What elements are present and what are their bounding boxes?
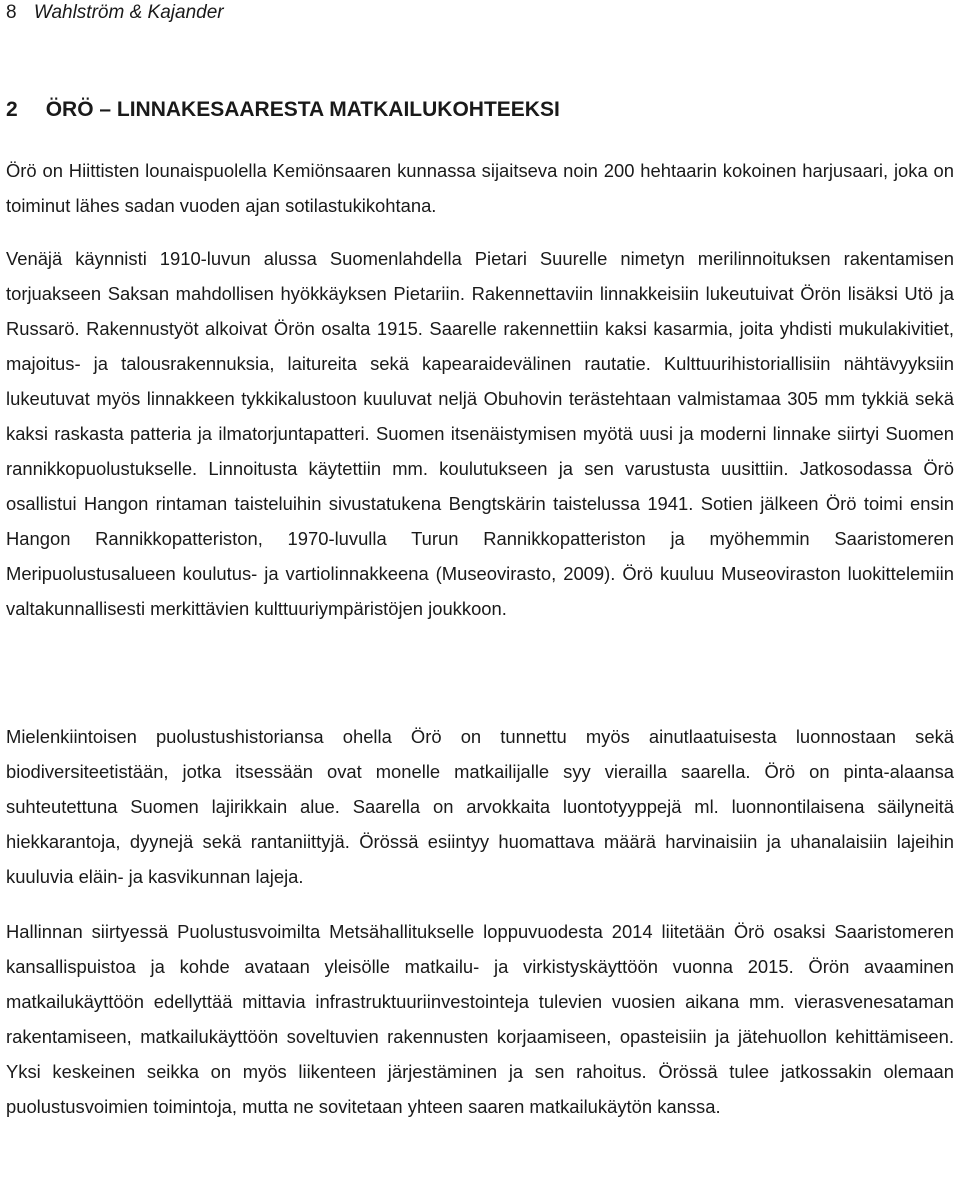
chapter-title: ÖRÖ – LINNAKESAARESTA MATKAILUKOHTEEKSI (45, 98, 560, 121)
paragraph-tourism: Hallinnan siirtyessä Puolustusvoimilta Metsähallitukselle loppuvuodesta 2014 liitetään Örö osaksi Saaristomeren kansallispuistoa ja kohde avataan yleisölle matkailu- ja virkistyskäyttöön vuonna 2015. Örön avaaminen matkailukäyttöön edellyttää mittavia infrastruktuuriinvestointeja tulevien vuosien aikana mm. vierasvenesataman rakentamiseen, matkailukäyttöön soveltuvien rakennusten korjaamiseen, opasteisiin ja jätehuollon kehittämiseen. Yksi keskeinen seikka on myös liikenteen järjestäminen ja sen rahoitus. Örössä tulee jatkossakin olemaan puolustusvoimien toimintoja, mutta ne sovitetaan yhteen saaren matkailukäytön kanssa. (6, 921, 954, 1117)
running-header (6, 1, 224, 25)
paragraph-intro: Örö on Hiittisten lounaispuolella Kemiönsaaren kunnassa sijaitseva noin 200 hehtaarin kokoinen harjusaari, joka on toiminut lähes sadan vuoden ajan sotilastukikohtana. (6, 160, 954, 216)
page-number: 8 (6, 2, 17, 23)
paragraph-history: Venäjä käynnisti 1910-luvun alussa Suomenlahdella Pietari Suurelle nimetyn merilinnoituksen rakentamisen torjuakseen Saksan mahdollisen hyökkäyksen Pietariin. Rakennettaviin linnakkeisiin lukeutuivat Örön lisäksi Utö ja Russarö. Rakennustyöt alkoivat Örön osalta 1915. Saarelle rakennettiin kaksi kasarmia, joita yhdisti mukulakivitiet, majoitus- ja talousrakennuksia, laitureita sekä kapearaidevälinen rautatie. Kulttuurihistoriallisiin nähtävyyksiin lukeutuvat myös linnakkeen tykkikalustoon kuuluvat neljä Obuhovin terästehtaan valmistamaa 305 mm tykkiä sekä kaksi raskasta patteria ja ilmatorjuntapatteri. Suomen itsenäistymisen myötä uusi ja moderni linnake siirtyi Suomen rannikkopuolustukselle. Linnoitusta käytettiin mm. koulutukseen ja sen varustusta uusittiin. Jatkosodassa Örö osallistui Hangon rintaman taisteluihin sivustatukena Bengtskärin taistelussa 1941. Sotien jälkeen Örö toimi ensin Hangon Rannikkopatteriston, 1970-luvulla Turun Rannikkopatteriston ja myöhemmin Saaristomeren Meripuolustusalueen koulutus- ja vartiolinnakkeena (Museovirasto, 2009). Örö kuuluu Museoviraston luokittelemiin valtakunnallisesti merkittävien kulttuuriympäristöjen joukkoon. (6, 248, 954, 619)
chapter-heading (6, 96, 560, 124)
paragraph-nature: Mielenkiintoisen puolustushistoriansa ohella Örö on tunnettu myös ainutlaatuisesta luonnostaan sekä biodiversiteetistään, jotka itsessään ovat monelle matkailijalle syy vierailla saarella. Örö on pinta-alaansa suhteutettuna Suomen lajirikkain alue. Saarella on arvokkaita luontotyyppejä ml. luonnontilaisena säilyneitä hiekkarantoja, dyynejä sekä rantaniittyjä. Örössä esiintyy huomattava määrä harvinaisiin ja uhanalaisiin lajeihin kuuluvia eläin- ja kasvikunnan lajeja. (6, 726, 954, 887)
chapter-number: 2 (6, 98, 18, 121)
running-header-authors: Wahlström & Kajander (33, 2, 224, 23)
